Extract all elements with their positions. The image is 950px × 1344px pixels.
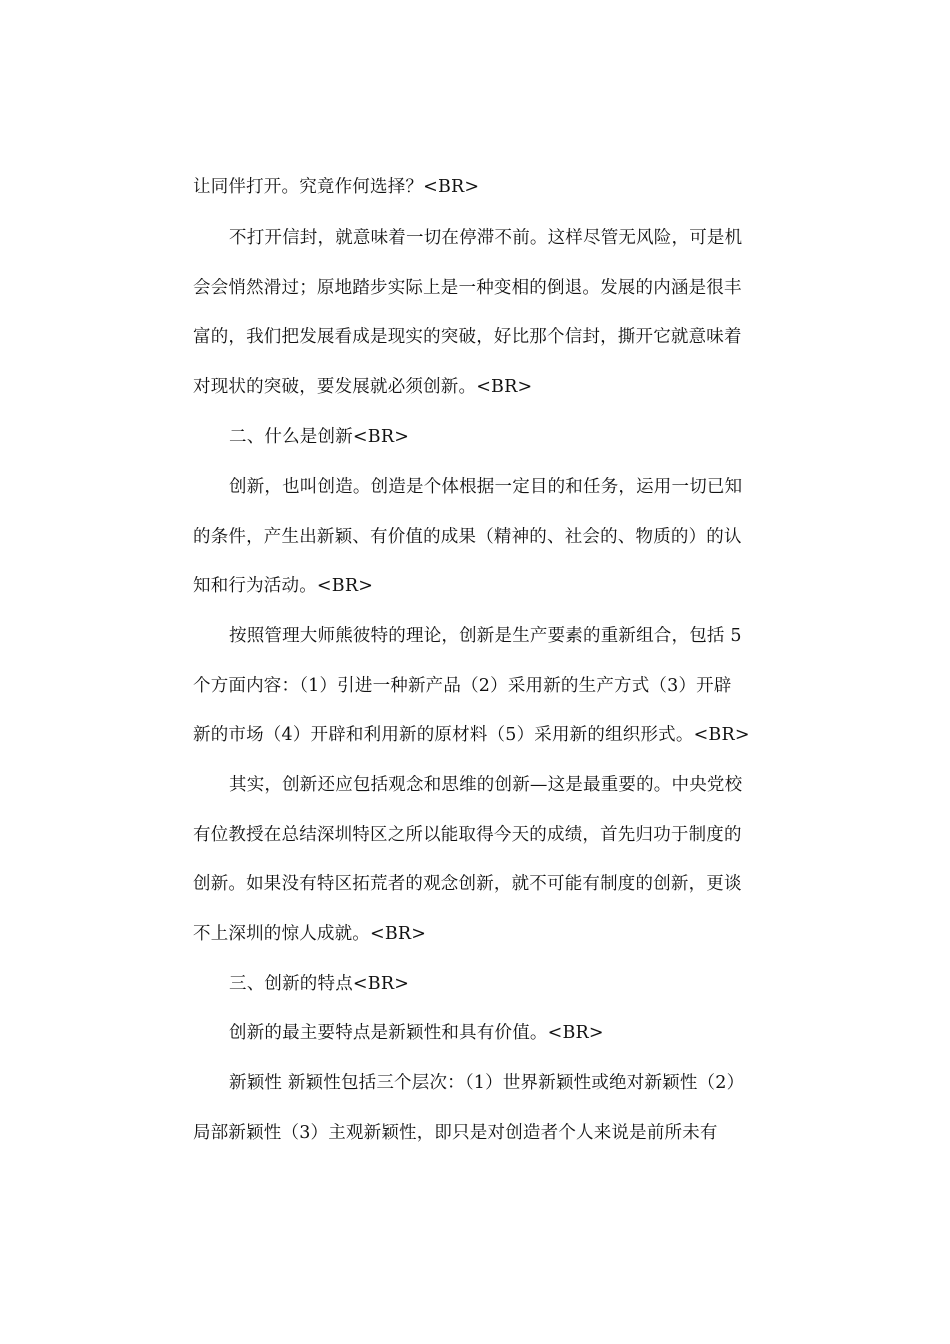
- text-line: 知和行为活动。<BR>: [193, 576, 374, 596]
- text-line: 新的市场（4）开辟和利用新的原材料（5）采用新的组织形式。<BR>: [193, 725, 750, 745]
- text-line: 富的，我们把发展看成是现实的突破，好比那个信封，撕开它就意味着: [193, 327, 742, 347]
- section-heading: 二、什么是创新<BR>: [229, 427, 410, 447]
- text-line: 会会悄然滑过；原地踏步实际上是一种变相的倒退。发展的内涵是很丰: [193, 278, 742, 298]
- text-line: 对现状的突破，要发展就必须创新。<BR>: [193, 377, 533, 397]
- text-line: 让同伴打开。究竟作何选择？<BR>: [193, 177, 480, 197]
- text-line: 不打开信封，就意味着一切在停滞不前。这样尽管无风险，可是机: [229, 228, 743, 248]
- text-line: 的条件，产生出新颖、有价值的成果（精神的、社会的、物质的）的认: [193, 527, 742, 547]
- text-line: 按照管理大师熊彼特的理论，创新是生产要素的重新组合，包括 5: [229, 626, 742, 646]
- text-line: 创新。如果没有特区拓荒者的观念创新，就不可能有制度的创新，更谈: [193, 874, 742, 894]
- text-line: 创新的最主要特点是新颖性和具有价值。<BR>: [229, 1023, 604, 1043]
- text-line: 其实，创新还应包括观念和思维的创新—这是最重要的。中央党校: [229, 775, 743, 795]
- text-line: 不上深圳的惊人成就。<BR>: [193, 924, 427, 944]
- text-line: 创新，也叫创造。创造是个体根据一定目的和任务，运用一切已知: [229, 477, 743, 497]
- text-line: 有位教授在总结深圳特区之所以能取得今天的成绩，首先归功于制度的: [193, 825, 742, 845]
- text-line: 新颖性 新颖性包括三个层次：（1）世界新颖性或绝对新颖性（2）: [229, 1073, 745, 1093]
- text-line: 个方面内容：（1）引进一种新产品（2）采用新的生产方式（3）开辟: [193, 676, 732, 696]
- section-heading: 三、创新的特点<BR>: [229, 974, 410, 994]
- text-line: 局部新颖性（3）主观新颖性，即只是对创造者个人来说是前所未有: [193, 1123, 718, 1143]
